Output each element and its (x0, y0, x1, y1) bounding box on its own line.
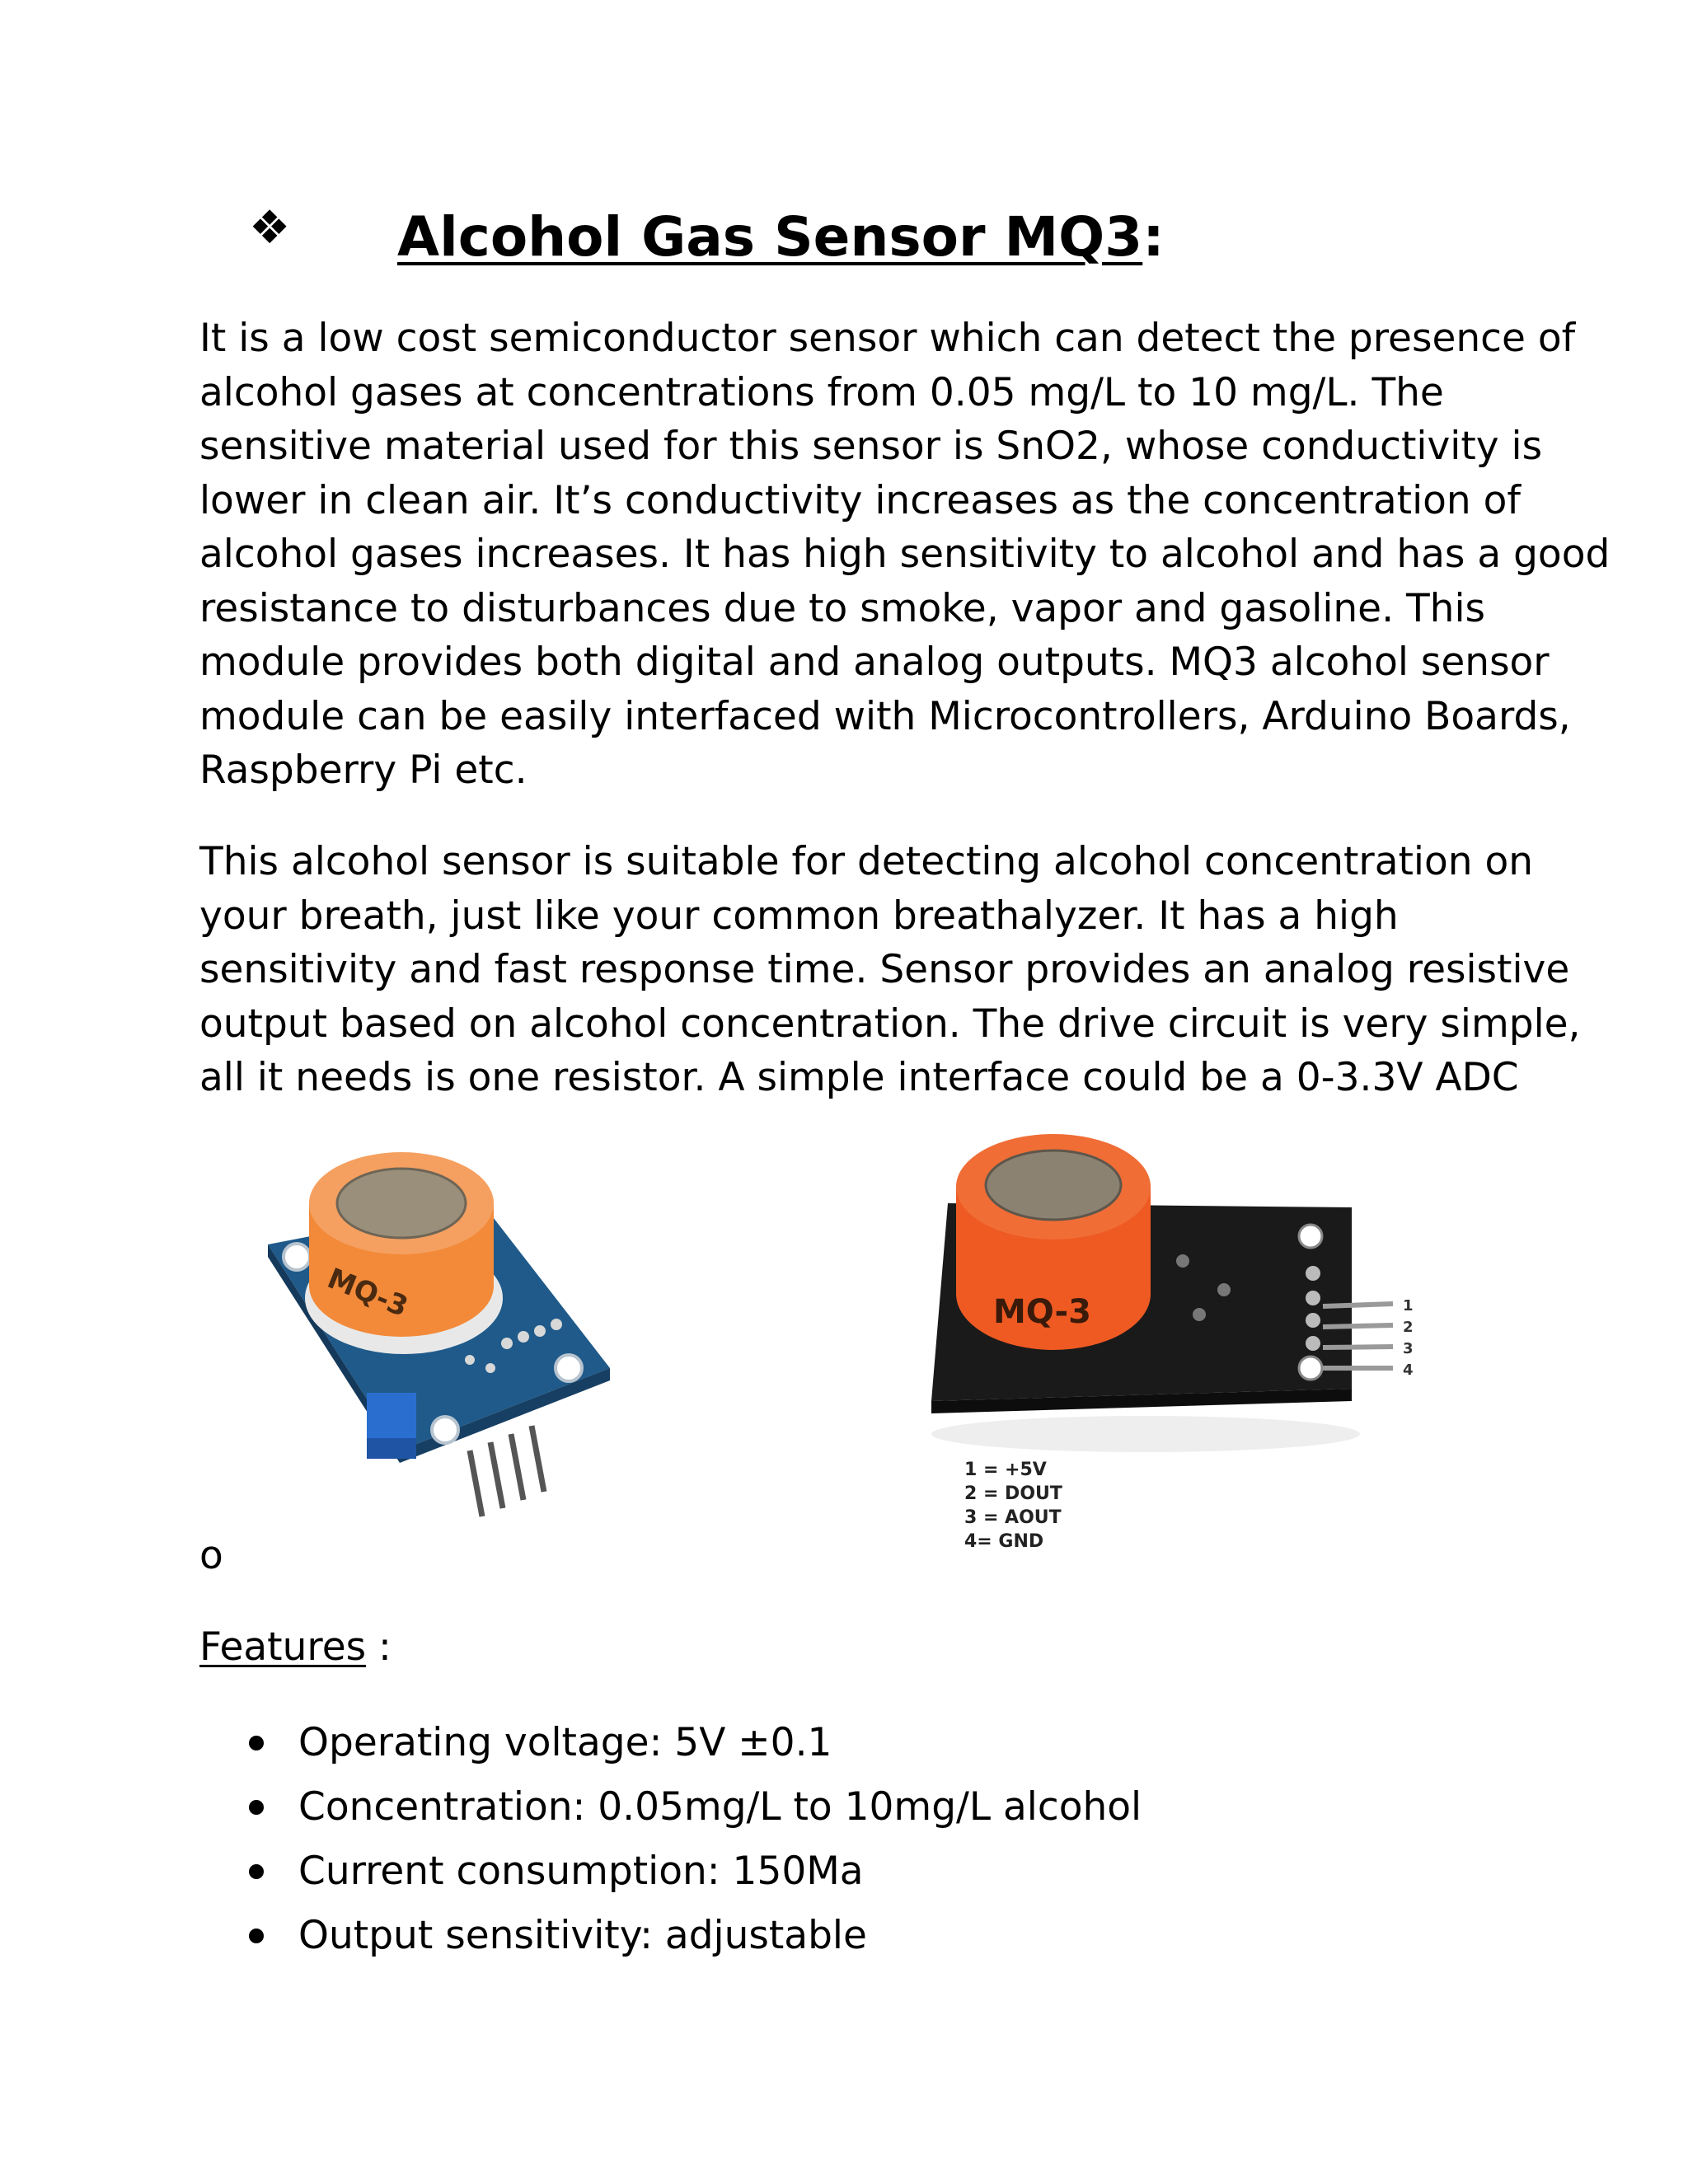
bullet-dot-icon (249, 1864, 264, 1879)
header-pin (470, 1451, 482, 1516)
mounting-hole (556, 1355, 582, 1381)
mq3-black-module-illustration (915, 1129, 1426, 1574)
pin-pad (1306, 1336, 1320, 1351)
pin-legend-line: 1 = +5V (964, 1460, 1047, 1480)
feature-text: Concentration: 0.05mg/L to 10mg/L alcohol (298, 1784, 1142, 1830)
feature-text: Output sensitivity: adjustable (298, 1913, 867, 1958)
solder-pad (534, 1325, 546, 1337)
feature-item (249, 1840, 1142, 1904)
feature-item (249, 1904, 1142, 1968)
mounting-hole (284, 1244, 310, 1270)
pin-pad (1306, 1313, 1320, 1328)
mounting-hole (432, 1417, 458, 1443)
solder-pad (518, 1331, 529, 1343)
mq3-blue-module-illustration (235, 1121, 647, 1533)
trimmer-side (367, 1438, 416, 1459)
diamond-bullet-icon: ❖ (249, 201, 291, 255)
features-list (249, 1711, 1142, 1968)
mq3-black-module-photo (915, 1129, 1426, 1574)
mounting-hole (1299, 1357, 1322, 1380)
features-heading-text: Features (199, 1624, 367, 1670)
paragraph-line: alcohol gases increases. It has high sensitivity to alcohol and has a good (199, 532, 1611, 577)
header-pin (511, 1434, 523, 1500)
pin-number: 3 (1403, 1340, 1414, 1357)
bullet-dot-icon (249, 1736, 264, 1750)
smd-component (1217, 1283, 1231, 1296)
paragraph-line: This alcohol sensor is suitable for detecting alcohol concentration on (199, 839, 1534, 884)
solder-pad (501, 1338, 513, 1349)
pin-number: 2 (1403, 1319, 1414, 1336)
sensor-label: MQ-3 (322, 1262, 413, 1324)
paragraph-line: resistance to disturbances due to smoke, vapor and gasoline. This (199, 585, 1486, 631)
paragraph-line: module can be easily interfaced with Microcontrollers, Arduino Boards, (199, 693, 1571, 739)
features-heading (199, 1620, 392, 1674)
pin-number: 1 (1403, 1297, 1414, 1315)
paragraph-intro (199, 312, 1611, 798)
paragraph-line: lower in clean air. It’s conductivity increases as the concentration of (199, 477, 1521, 523)
board-shadow (931, 1416, 1360, 1452)
solder-pad (551, 1319, 562, 1330)
feature-item (249, 1775, 1142, 1840)
features-heading-colon: : (366, 1624, 392, 1670)
header-pin (532, 1426, 544, 1492)
paragraph-line: all it needs is one resistor. A simple interface could be a 0-3.3V ADC (199, 1055, 1519, 1100)
bullet-dot-icon (249, 1800, 264, 1815)
title-colon: : (1142, 205, 1165, 269)
pin-pad (1306, 1291, 1320, 1305)
feature-text: Operating voltage: 5V ±0.1 (298, 1720, 832, 1765)
section-heading (249, 196, 1485, 279)
solder-pad (485, 1363, 495, 1373)
paragraph-usage (199, 835, 1581, 1105)
feature-text: Current consumption: 150Ma (298, 1849, 864, 1894)
header-pin (1323, 1325, 1393, 1327)
header-pin (490, 1442, 503, 1508)
sensor-label: MQ-3 (993, 1293, 1091, 1331)
smd-component (1176, 1254, 1189, 1268)
pin-pad (1306, 1266, 1320, 1281)
smd-component (1193, 1308, 1206, 1321)
mounting-hole (1299, 1225, 1322, 1248)
bullet-dot-icon (249, 1929, 264, 1943)
feature-item (249, 1711, 1142, 1775)
solder-pad (465, 1355, 475, 1365)
page-title (397, 196, 1165, 279)
pin-legend-line: 4= GND (964, 1531, 1044, 1552)
pin-number: 4 (1403, 1361, 1414, 1379)
paragraph-line: your breath, just like your common breathalyzer. It has a high (199, 893, 1399, 939)
pin-legend-line: 2 = DOUT (964, 1483, 1062, 1504)
header-pin (1323, 1304, 1393, 1306)
paragraph-line: module provides both digital and analog outputs. MQ3 alcohol sensor (199, 640, 1550, 685)
paragraph-line: It is a low cost semiconductor sensor which can detect the presence of (199, 316, 1576, 361)
paragraph-line: sensitivity and fast response time. Sensor provides an analog resistive (199, 947, 1570, 992)
paragraph-line: sensitive material used for this sensor is SnO2, whose conductivity is (199, 424, 1543, 469)
paragraph-line: Raspberry Pi etc. (199, 748, 528, 793)
paragraph-line: output based on alcohol concentration. The drive circuit is very simple, (199, 1001, 1581, 1047)
mq3-blue-module-photo (235, 1121, 647, 1533)
paragraph-line: alcohol gases at concentrations from 0.05 mg/L to 10 mg/L. The (199, 369, 1444, 415)
trimmer-potentiometer (367, 1393, 416, 1438)
stray-character: o (199, 1533, 223, 1578)
pin-legend-line: 3 = AOUT (964, 1507, 1062, 1528)
page-title-text: Alcohol Gas Sensor MQ3 (397, 205, 1143, 269)
